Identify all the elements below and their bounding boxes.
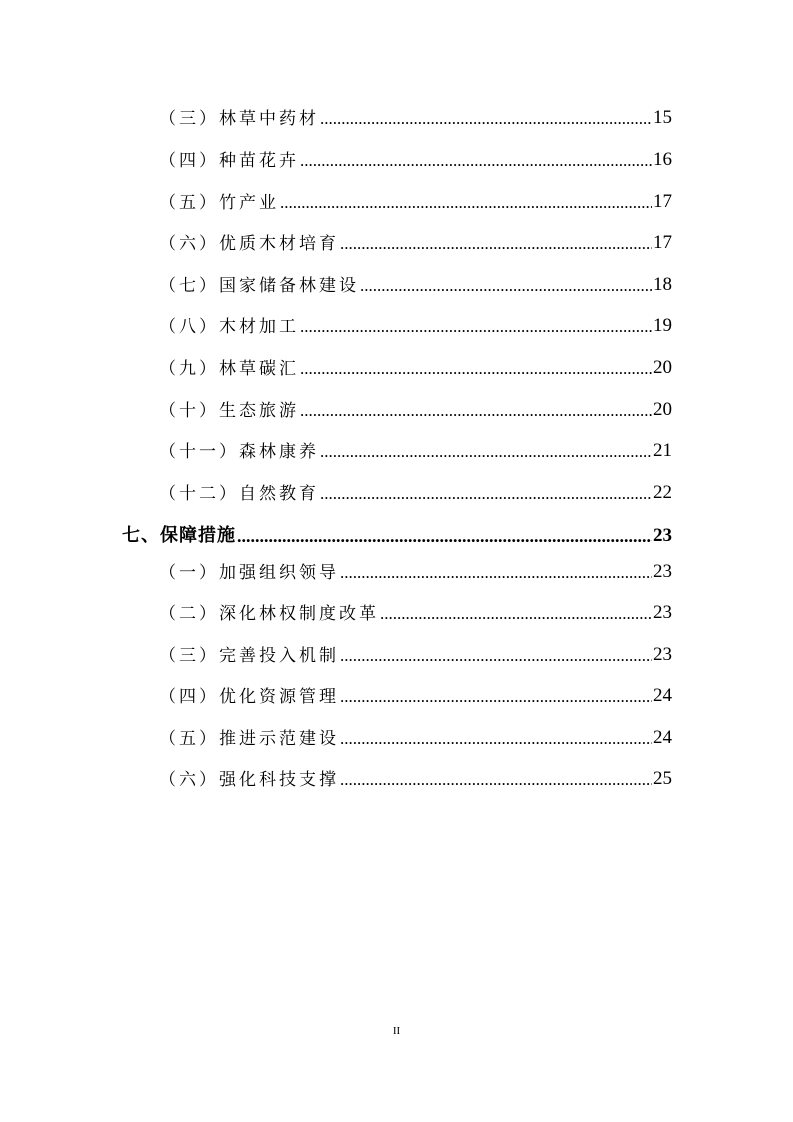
toc-entry[interactable] (159, 145, 672, 171)
toc-dot-leader (280, 193, 652, 213)
toc-entry-page: 16 (653, 149, 672, 170)
toc-dot-leader (380, 604, 652, 624)
toc-dot-leader (340, 234, 652, 254)
toc-entry-page: 17 (653, 191, 672, 212)
toc-entry-page: 23 (653, 561, 672, 582)
toc-entry-page: 20 (653, 399, 672, 420)
toc-entry-page: 24 (653, 685, 672, 706)
toc-entry[interactable] (159, 681, 672, 707)
toc-dot-leader (300, 151, 652, 171)
toc-entry-title: （六）优质木材培育 (159, 234, 339, 254)
toc-dot-leader (340, 563, 652, 583)
toc-entry[interactable] (159, 353, 672, 379)
toc-entry-page: 24 (653, 727, 672, 748)
toc-entry-page: 22 (653, 482, 672, 503)
toc-dot-leader (320, 442, 652, 462)
toc-entry-page: 25 (653, 768, 672, 789)
toc-entry-page: 20 (653, 357, 672, 378)
toc-entry[interactable] (159, 764, 672, 790)
toc-entry[interactable] (159, 270, 672, 296)
toc-entry-title: （五）竹产业 (159, 193, 279, 213)
toc-entry[interactable] (159, 311, 672, 337)
toc-entry[interactable] (159, 640, 672, 666)
toc-entry[interactable] (159, 228, 672, 254)
toc-entry[interactable] (159, 723, 672, 749)
toc-dot-leader (320, 109, 652, 129)
toc-entry-title: （四）种苗花卉 (159, 151, 299, 171)
toc-dot-leader (340, 687, 652, 707)
toc-dot-leader (300, 359, 652, 379)
toc-chapter-title: 七、保障措施 (122, 525, 236, 546)
toc-entry-title: （六）强化科技支撑 (159, 770, 339, 790)
toc-entry-page: 18 (653, 274, 672, 295)
toc-dot-leader (237, 526, 652, 547)
toc-entry-title: （三）完善投入机制 (159, 646, 339, 666)
toc-entry-title: （三）林草中药材 (159, 109, 319, 129)
toc-entry-title: （九）林草碳汇 (159, 359, 299, 379)
toc-entry-title: （七）国家储备林建设 (159, 276, 359, 296)
toc-entry-title: （十）生态旅游 (159, 401, 299, 421)
toc-entry[interactable] (159, 187, 672, 213)
toc-entry[interactable] (159, 395, 672, 421)
toc-entry-page: 23 (653, 602, 672, 623)
page-footer-number: II (392, 1025, 401, 1037)
toc-entry-page: 21 (653, 440, 672, 461)
toc-dot-leader (320, 484, 652, 504)
toc-entry[interactable] (159, 598, 672, 624)
toc-entry-page: 23 (653, 644, 672, 665)
toc-entry-title: （十二）自然教育 (159, 484, 319, 504)
toc-entry-page: 17 (653, 232, 672, 253)
toc-entry-title: （一）加强组织领导 (159, 563, 339, 583)
toc-entry[interactable] (159, 478, 672, 504)
toc-entry[interactable] (159, 103, 672, 129)
toc-chapter-page: 23 (653, 525, 672, 546)
toc-dot-leader (340, 729, 652, 749)
toc-entry-title: （二）深化林权制度改革 (159, 604, 379, 624)
toc-dot-leader (360, 276, 652, 296)
toc-entry-title: （八）木材加工 (159, 317, 299, 337)
toc-entry-title: （五）推进示范建设 (159, 729, 339, 749)
toc-dot-leader (340, 646, 652, 666)
toc-entry[interactable] (159, 557, 672, 583)
toc-entry[interactable] (159, 436, 672, 462)
toc-dot-leader (300, 317, 652, 337)
toc-entry-title: （四）优化资源管理 (159, 687, 339, 707)
toc-entry-page: 15 (653, 107, 672, 128)
toc-dot-leader (340, 770, 652, 790)
toc-entry-title: （十一）森林康养 (159, 442, 319, 462)
toc-chapter-entry[interactable] (122, 521, 672, 547)
toc-entry-page: 19 (653, 315, 672, 336)
toc-dot-leader (300, 401, 652, 421)
